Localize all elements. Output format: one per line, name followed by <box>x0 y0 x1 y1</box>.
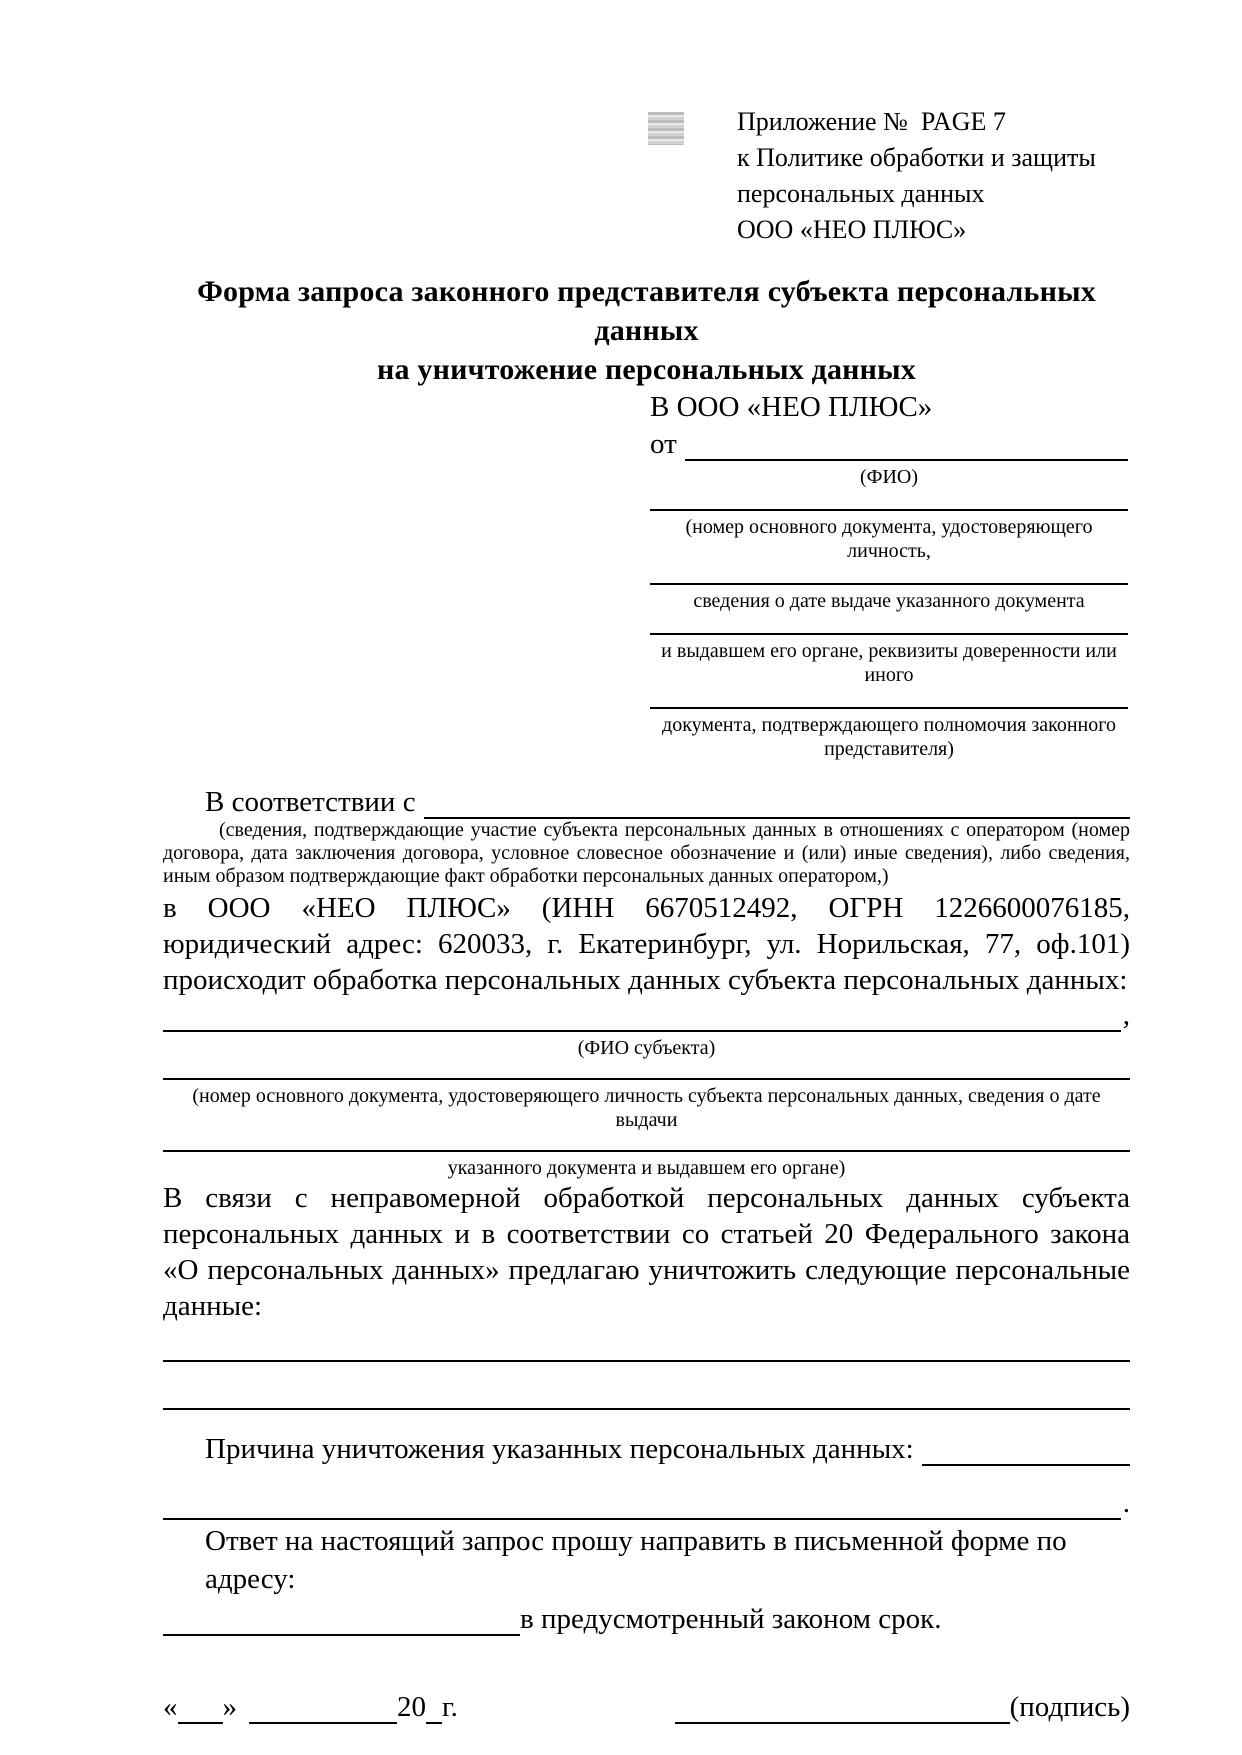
addressee-block <box>650 389 1128 761</box>
date-day-blank <box>178 1722 223 1724</box>
policy-line-2: персональных данных <box>737 179 985 208</box>
reply-address-row <box>163 1598 1130 1636</box>
demand-paragraph: В связи с неправомерной обработкой персональных данных субъекта персональных данных и в соответствии со статьей 20 Федерального закона «О персональных данных» предлагаю уничтожить следующие персональные данные: <box>163 1182 1130 1322</box>
reason-continuation-blank-line <box>163 1518 1121 1520</box>
striped-text-artifact-icon <box>648 112 684 145</box>
header-company-name: ООО «НЕО ПЛЮС» <box>737 215 967 244</box>
reason-label: Причина уничтожения указанных персональных данных: <box>205 1433 914 1465</box>
according-field-row <box>163 781 1130 819</box>
date-quote-open: « <box>163 1691 178 1723</box>
reason-field-row <box>163 1426 1130 1466</box>
signature-caption: (подпись) <box>1009 1691 1130 1723</box>
date-field <box>163 1691 458 1724</box>
reply-request-line: Ответ на настоящий запрос прошу направить в письменной форме по адресу: <box>205 1525 1067 1595</box>
signature-blank-line <box>675 1722 1010 1724</box>
reason-blank-line <box>922 1464 1130 1466</box>
form-title-line-1: Форма запроса законного представителя субъекта персональных данных <box>197 275 1096 347</box>
from-label: от <box>650 428 677 460</box>
data-to-destroy-blank-line-1 <box>163 1360 1130 1362</box>
appendix-number-line: Приложение № PAGE 7 <box>737 107 1006 136</box>
date-year-blank <box>426 1722 442 1724</box>
operator-paragraph: в ООО «НЕО ПЛЮС» (ИНН 6670512492, ОГРН 1226600076185, юридический адрес: 620033, г. Екатеринбург, ул. Норильская, 77, оф.101) происходит обработка персональных данных субъекта персональных данных: <box>163 892 1130 996</box>
form-title <box>163 272 1130 389</box>
signature-field <box>675 1691 1130 1724</box>
according-label: В соответствии с <box>205 786 416 818</box>
caption-doc-2: сведения о дате выдаче указанного документа <box>693 590 1085 612</box>
addressee-to: В ООО «НЕО ПЛЮС» <box>650 391 933 423</box>
data-to-destroy-blank-line-2 <box>163 1408 1130 1410</box>
reply-term-text: в предусмотренный законом срок. <box>520 1603 942 1635</box>
reason-continuation-row <box>163 1486 1130 1520</box>
subject-fio-line-row <box>163 998 1130 1032</box>
date-month-blank <box>249 1722 397 1724</box>
according-note: (сведения, подтверждающие участие субъекта персональных данных в отношениях с оператором (номер договора, дата заключения договора, условное словесное обозначение и (или) иные сведения), либо сведения, иным образом подтверждающие факт обработки персональных данных оператором,) <box>163 819 1130 887</box>
date-year-prefix: 20 <box>397 1691 426 1723</box>
date-year-suffix: г. <box>442 1691 458 1723</box>
reason-line-period: . <box>1122 1487 1130 1519</box>
reply-address-blank-line <box>163 1634 520 1636</box>
from-blank-line <box>685 459 1128 461</box>
caption-subject-doc-1: (номер основного документа, удостоверяющего личность субъекта персональных данных, сведения о дате выдачи <box>192 1085 1101 1131</box>
subject-fio-blank-line <box>163 1030 1121 1032</box>
form-title-line-2: на уничтожение персональных данных <box>377 353 916 386</box>
caption-doc-4: документа, подтверждающего полномочия законного представителя) <box>662 714 1116 760</box>
from-field-row <box>650 425 1128 461</box>
header-appendix-block <box>737 104 1130 248</box>
subject-line-comma: , <box>1122 999 1130 1031</box>
caption-fio: (ФИО) <box>859 466 918 488</box>
caption-subject-doc-2: указанного документа и выдавшем его органе) <box>447 1157 846 1179</box>
date-signature-row <box>163 1684 1130 1724</box>
caption-doc-1: (номер основного документа, удостоверяющего личность, <box>685 516 1093 562</box>
caption-subject-fio: (ФИО субъекта) <box>577 1037 716 1059</box>
date-quote-close: » <box>222 1691 237 1723</box>
caption-doc-3: и выдавшем его органе, реквизиты доверенности или иного <box>661 640 1117 686</box>
policy-line-1: к Политике обработки и защиты <box>737 143 1096 172</box>
